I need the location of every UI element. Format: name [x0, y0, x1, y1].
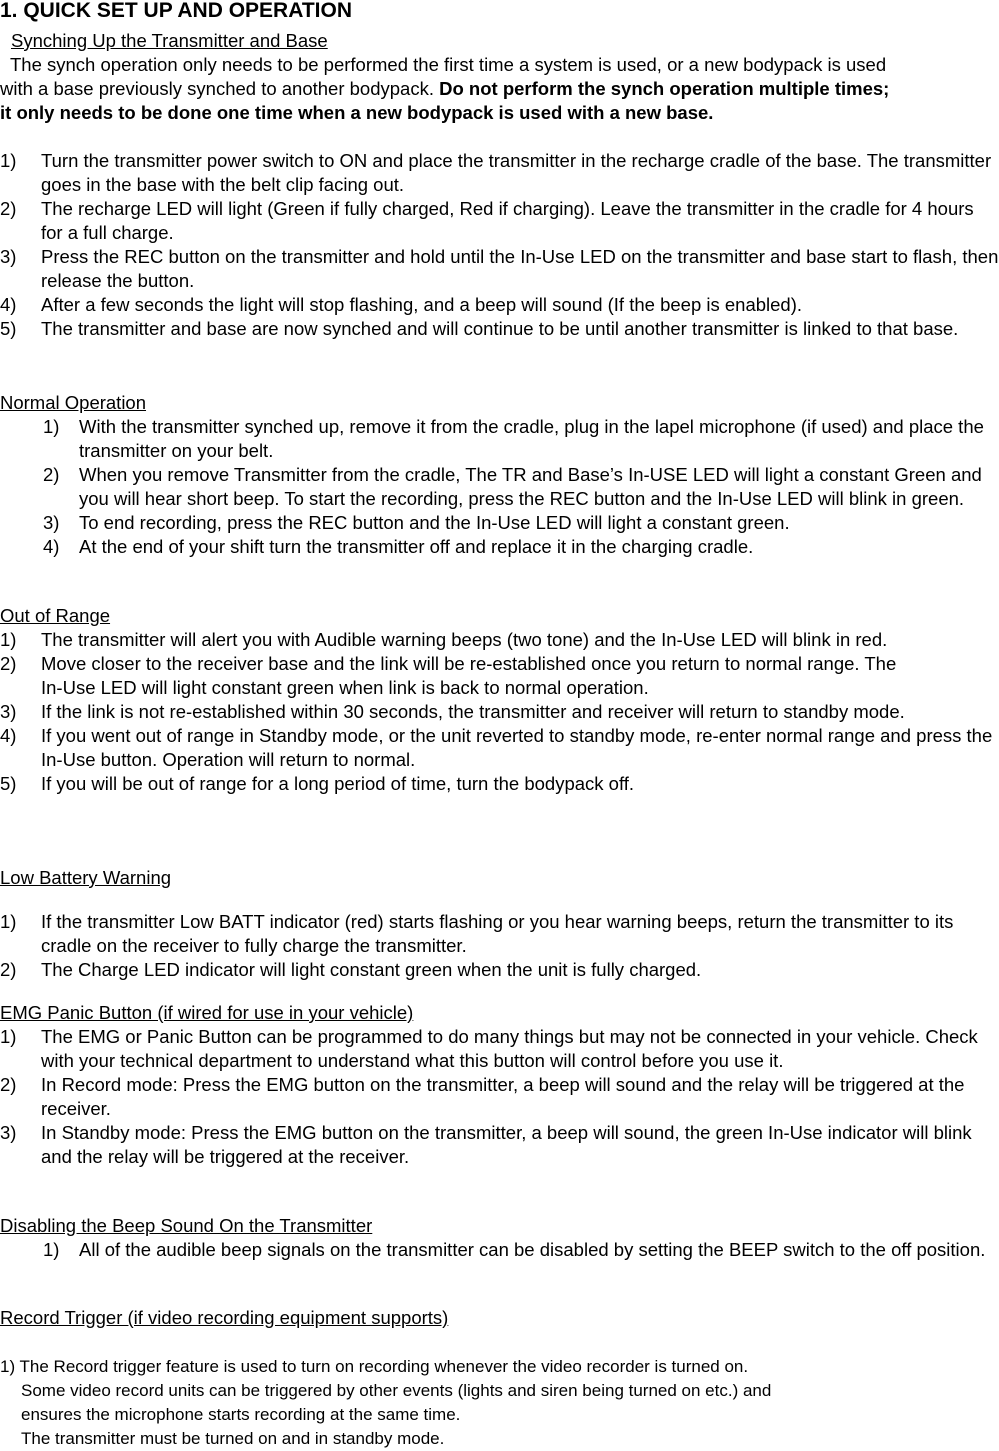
list-text: The recharge LED will light (Green if fully charged, Red if charging). Leave the transmitter in the cradle for 4 hours for a full charge.: [41, 198, 974, 243]
list-text: Turn the transmitter power switch to ON and place the transmitter in the recharge cradle of the base. The transmitter goes in the base with the belt clip facing out.: [41, 150, 992, 195]
list-text: If you went out of range in Standby mode, or the unit reverted to standby mode, re-enter normal range and press the In-Use button. Operation will return to normal.: [41, 725, 993, 770]
list-text: When you remove Transmitter from the cradle, The TR and Base’s In-USE LED will light a constant Green and you will hear short beep. To start the recording, press the REC button and the In-Use LED will blink in green.: [79, 464, 982, 509]
list-number: 1): [43, 416, 60, 437]
list-item: [0, 535, 999, 559]
beep-heading: Disabling the Beep Sound On the Transmitter: [0, 1215, 373, 1236]
list-number: 4): [43, 536, 60, 557]
list-item: [0, 958, 999, 982]
list-item: [0, 1238, 999, 1262]
synch-intro-line3: [0, 101, 999, 125]
list-number: 1): [0, 911, 17, 932]
list-number: 1): [0, 1026, 17, 1047]
list-number: 3): [0, 246, 17, 267]
list-number: 4): [0, 725, 17, 746]
list-number: 1): [0, 150, 17, 171]
list-item: [0, 1025, 999, 1073]
range-steps-list: [0, 628, 999, 796]
list-number: 3): [43, 512, 60, 533]
list-number: 1): [43, 1239, 60, 1260]
list-item: [0, 652, 999, 700]
list-number: 2): [0, 1074, 17, 1095]
trigger-line1: 1) The Record trigger feature is used to turn on recording whenever the video recorder is turned on.: [0, 1357, 749, 1376]
list-number: 2): [0, 959, 17, 980]
list-item: [0, 1121, 999, 1169]
list-item: [0, 415, 999, 463]
list-number: 2): [0, 198, 17, 219]
list-text: In Standby mode: Press the EMG button on the transmitter, a beep will sound, the green In-Use indicator will blink and the relay will be triggered at the receiver.: [41, 1122, 972, 1167]
list-text: If the transmitter Low BATT indicator (red) starts flashing or you hear warning beeps, return the transmitter to its cradle on the receiver to fully charge the transmitter.: [41, 911, 954, 956]
page-title: 1. QUICK SET UP AND OPERATION: [0, 0, 352, 22]
beep-steps-list: [0, 1238, 999, 1262]
synch-intro-line2: [0, 77, 999, 101]
list-number: 1): [0, 629, 17, 650]
list-number: 2): [0, 653, 17, 674]
synch-heading: Synching Up the Transmitter and Base: [11, 30, 328, 51]
list-number: 2): [43, 464, 60, 485]
list-item: [0, 910, 999, 958]
list-item: [0, 317, 999, 341]
list-item: [0, 293, 999, 317]
synch-warning-bold-2: it only needs to be done one time when a new bodypack is used with a new base.: [0, 102, 714, 123]
trigger-heading: Record Trigger (if video recording equipment supports): [0, 1307, 449, 1328]
list-number: 3): [0, 701, 17, 722]
list-item: [0, 511, 999, 535]
list-item: [0, 1073, 999, 1121]
trigger-line3: ensures the microphone starts recording at the same time.: [21, 1405, 461, 1424]
list-text: The Charge LED indicator will light constant green when the unit is fully charged.: [41, 959, 702, 980]
normal-heading: Normal Operation: [0, 392, 147, 413]
list-item: [0, 628, 999, 652]
list-text: The transmitter will alert you with Audible warning beeps (two tone) and the In-Use LED will blink in red.: [41, 629, 888, 650]
list-item: [0, 700, 999, 724]
list-number: 3): [0, 1122, 17, 1143]
list-item: [0, 149, 999, 197]
list-text: With the transmitter synched up, remove it from the cradle, plug in the lapel microphone (if used) and place the transmitter on your belt.: [79, 416, 984, 461]
list-text: Press the REC button on the transmitter and hold until the In-Use LED on the transmitter and base start to flash, then release the button.: [41, 246, 999, 291]
synch-intro-line1: The synch operation only needs to be performed the first time a system is used, or a new bodypack is used: [10, 54, 887, 75]
list-text: The transmitter and base are now synched and will continue to be until another transmitter is linked to that base.: [41, 318, 959, 339]
list-item: [0, 245, 999, 293]
trigger-line2: Some video record units can be triggered by other events (lights and siren being turned on etc.) and: [21, 1381, 772, 1400]
normal-steps-list: [0, 415, 999, 559]
list-text: At the end of your shift turn the transmitter off and replace it in the charging cradle.: [79, 536, 754, 557]
battery-heading: Low Battery Warning: [0, 867, 172, 888]
synch-warning-bold: Do not perform the synch operation multiple times;: [439, 78, 890, 99]
synch-intro-line2-text: with a base previously synched to another bodypack.: [0, 78, 440, 99]
trigger-line4: The transmitter must be turned on and in standby mode.: [21, 1429, 445, 1448]
list-number: 5): [0, 318, 17, 339]
list-text: All of the audible beep signals on the transmitter can be disabled by setting the BEEP switch to the off position.: [79, 1239, 986, 1260]
battery-steps-list: [0, 910, 999, 982]
list-text: In Record mode: Press the EMG button on the transmitter, a beep will sound and the relay will be triggered at the receiver.: [41, 1074, 965, 1119]
list-text: If you will be out of range for a long period of time, turn the bodypack off.: [41, 773, 635, 794]
list-item: [0, 463, 999, 511]
list-item: [0, 724, 999, 772]
list-text: The EMG or Panic Button can be programmed to do many things but may not be connected in your vehicle. Check with your technical department to understand what this button will control before you use it.: [41, 1026, 978, 1071]
range-heading: Out of Range: [0, 605, 111, 626]
list-item: [0, 772, 999, 796]
list-item: [0, 197, 999, 245]
synch-steps-list: [0, 149, 999, 341]
emg-heading: EMG Panic Button (if wired for use in your vehicle): [0, 1002, 414, 1023]
list-text: To end recording, press the REC button and the In-Use LED will light a constant green.: [79, 512, 790, 533]
list-text: If the link is not re-established within 30 seconds, the transmitter and receiver will return to standby mode.: [41, 701, 905, 722]
list-number: 4): [0, 294, 17, 315]
list-number: 5): [0, 773, 17, 794]
list-text: Move closer to the receiver base and the link will be re-established once you return to normal range. The In-Use LED will light constant green when link is back to normal operation.: [41, 653, 897, 698]
emg-steps-list: [0, 1025, 999, 1169]
list-text: After a few seconds the light will stop flashing, and a beep will sound (If the beep is enabled).: [41, 294, 803, 315]
